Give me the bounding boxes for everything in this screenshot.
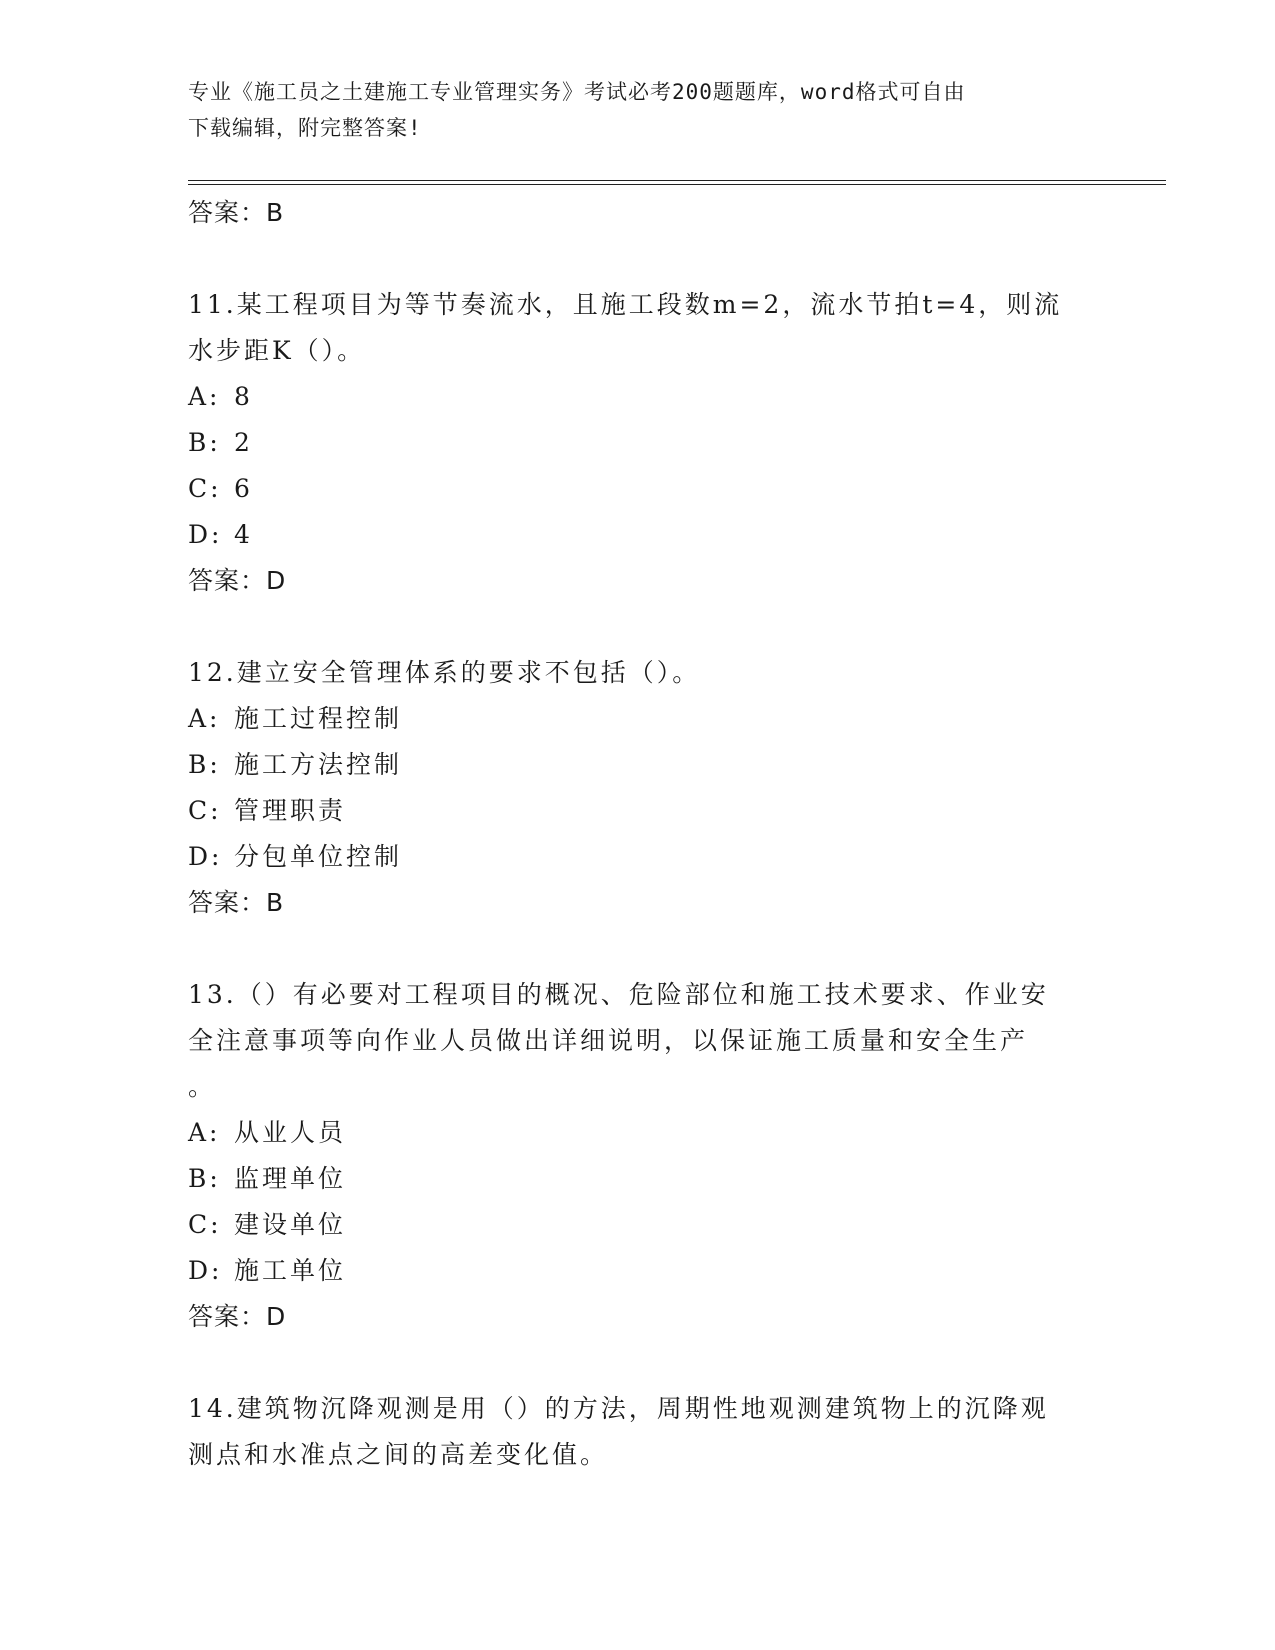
option-letter: C: (188, 1210, 222, 1239)
question-12 (188, 650, 1088, 926)
option-d (188, 834, 1088, 880)
question-14 (188, 1386, 1088, 1478)
option-d (188, 512, 1088, 558)
option-text: 6 (234, 474, 253, 503)
question-stem (188, 282, 1088, 374)
option-text: 监理单位 (234, 1164, 347, 1193)
answer-line: 答案：B (188, 198, 285, 227)
option-letter: A: (188, 382, 221, 411)
option-b (188, 1156, 1088, 1202)
question-stem (188, 972, 1088, 1110)
answer-line: 答案：D (188, 566, 287, 595)
option-a (188, 374, 1088, 420)
option-text: 4 (234, 520, 253, 549)
option-c (188, 466, 1088, 512)
question-stem-line: 水步距K（）。 (188, 336, 366, 365)
option-b (188, 742, 1088, 788)
option-letter: B: (188, 428, 221, 457)
question-stem-line: 。 (188, 1072, 217, 1101)
question-13 (188, 972, 1088, 1340)
question-stem-line: 13.（）有必要对工程项目的概况、危险部位和施工技术要求、作业安 (188, 980, 1049, 1009)
option-d (188, 1248, 1088, 1294)
document-header (188, 74, 1088, 146)
document-body (188, 190, 1088, 1524)
option-text: 建设单位 (234, 1210, 347, 1239)
header-line-1: 专业《施工员之土建施工专业管理实务》考试必考200题题库，word格式可自由 (188, 80, 966, 104)
question-stem (188, 650, 1088, 696)
option-letter: B: (188, 750, 221, 779)
header-line-2: 下载编辑，附完整答案! (188, 116, 422, 140)
question-stem (188, 1386, 1088, 1478)
question-stem-line: 测点和水准点之间的高差变化值。 (188, 1440, 609, 1469)
option-letter: D: (188, 1256, 223, 1285)
option-b (188, 420, 1088, 466)
option-text: 管理职责 (234, 796, 347, 825)
option-text: 施工方法控制 (234, 750, 403, 779)
option-text: 8 (234, 382, 253, 411)
question-stem-line: 14.建筑物沉降观测是用（）的方法，周期性地观测建筑物上的沉降观 (188, 1394, 1049, 1423)
option-text: 施工过程控制 (234, 704, 403, 733)
option-c (188, 1202, 1088, 1248)
option-letter: C: (188, 474, 222, 503)
option-text: 施工单位 (234, 1256, 347, 1285)
question-11 (188, 282, 1088, 604)
option-letter: D: (188, 520, 223, 549)
option-letter: C: (188, 796, 222, 825)
header-divider-bottom (188, 184, 1166, 185)
option-letter: A: (188, 1118, 221, 1147)
header-divider-top (188, 180, 1166, 181)
question-stem-line: 全注意事项等向作业人员做出详细说明，以保证施工质量和安全生产 (188, 1026, 1029, 1055)
answer-line: 答案：D (188, 1302, 287, 1331)
option-letter: B: (188, 1164, 221, 1193)
option-letter: D: (188, 842, 223, 871)
question-stem-line: 12.建立安全管理体系的要求不包括（）。 (188, 658, 701, 687)
option-a (188, 1110, 1088, 1156)
option-letter: A: (188, 704, 221, 733)
option-text: 分包单位控制 (234, 842, 403, 871)
option-c (188, 788, 1088, 834)
answer-line: 答案：B (188, 888, 285, 917)
question-stem-line: 11.某工程项目为等节奏流水，且施工段数m=2，流水节拍t=4，则流 (188, 290, 1063, 319)
option-a (188, 696, 1088, 742)
option-text: 从业人员 (234, 1118, 347, 1147)
option-text: 2 (234, 428, 253, 457)
